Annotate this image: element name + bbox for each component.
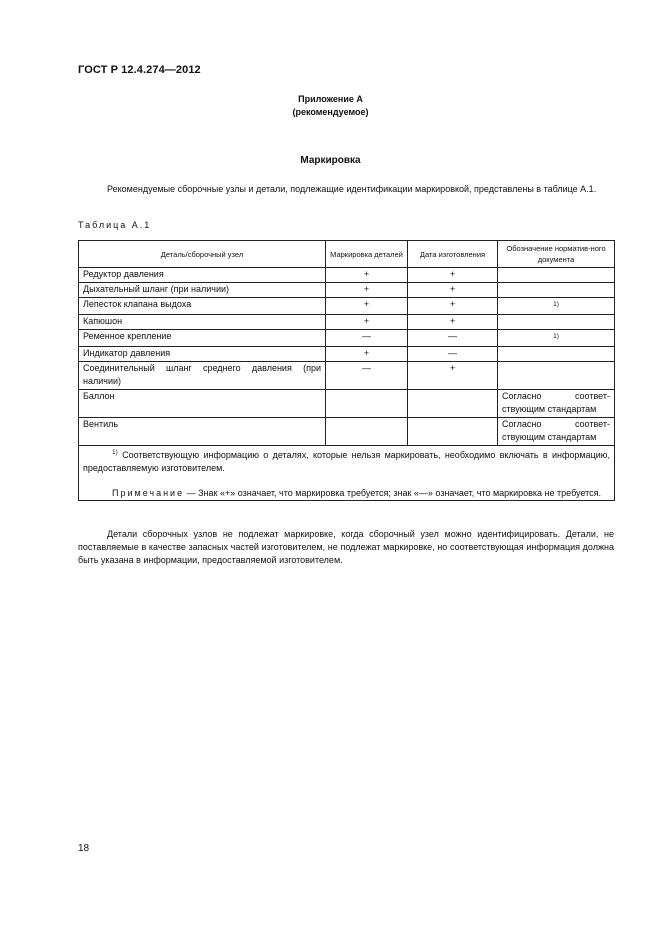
cell-part: Ременное крепление bbox=[79, 330, 326, 347]
cell-part: Соединительный шланг среднего давления (при наличии) bbox=[79, 362, 326, 390]
std-line1-a: Согласно bbox=[502, 419, 542, 429]
table-row bbox=[79, 330, 615, 347]
footnote-ref: 1) bbox=[553, 333, 559, 340]
table-row bbox=[79, 298, 615, 315]
cell-part: Капюшон bbox=[79, 315, 326, 330]
table-row bbox=[79, 418, 615, 446]
section-title: Маркировка bbox=[300, 155, 361, 166]
cell-designation bbox=[498, 283, 615, 298]
cell-marking: + bbox=[326, 298, 408, 315]
cell-part: Дыхательный шланг (при наличии) bbox=[79, 283, 326, 298]
cell-date: — bbox=[408, 330, 498, 347]
note-label: Примечание bbox=[112, 488, 185, 498]
cell-designation bbox=[498, 315, 615, 330]
document-header: ГОСТ Р 12.4.274—2012 bbox=[78, 64, 201, 76]
table-row bbox=[79, 390, 615, 418]
cell-date: + bbox=[408, 268, 498, 283]
table-footnote bbox=[83, 446, 610, 475]
footnote-mark: 1) bbox=[112, 449, 118, 456]
intro-paragraph: Рекомендуемые сборочные узлы и детали, подлежащие идентификации маркировкой, представлены в таблице А.1. bbox=[107, 184, 597, 194]
table-note bbox=[83, 487, 610, 500]
std-line1-b: соответ- bbox=[574, 391, 610, 401]
cell-part: Лепесток клапана выдоха bbox=[79, 298, 326, 315]
cell-designation bbox=[498, 298, 615, 315]
cell-marking bbox=[326, 390, 408, 418]
cell-date: + bbox=[408, 283, 498, 298]
header-designation: Обозначение норматив-ного документа bbox=[498, 241, 615, 268]
table-caption: Таблица А.1 bbox=[78, 220, 152, 230]
appendix-title: Приложение А bbox=[298, 94, 363, 104]
cell-designation bbox=[498, 347, 615, 362]
std-line2: ствующим стандартам bbox=[502, 432, 597, 442]
cell-date: + bbox=[408, 298, 498, 315]
cell-date bbox=[408, 390, 498, 418]
table-row bbox=[79, 315, 615, 330]
table-row bbox=[79, 347, 615, 362]
cell-designation bbox=[498, 268, 615, 283]
cell-date bbox=[408, 418, 498, 446]
header-part: Деталь/сборочный узел bbox=[79, 241, 326, 268]
appendix-status: (рекомендуемое) bbox=[292, 107, 369, 117]
cell-designation bbox=[498, 418, 615, 446]
table-row bbox=[79, 283, 615, 298]
cell-marking: + bbox=[326, 283, 408, 298]
std-line1-a: Согласно bbox=[502, 391, 542, 401]
std-line2: ствующим стандартам bbox=[502, 404, 597, 414]
table-header-row bbox=[79, 241, 615, 268]
table-notes-row bbox=[79, 446, 615, 501]
appendix-heading bbox=[0, 93, 661, 119]
marking-table bbox=[78, 240, 615, 501]
header-date: Дата изготовления bbox=[408, 241, 498, 268]
table-row bbox=[79, 362, 615, 390]
cell-marking: — bbox=[326, 362, 408, 390]
cell-designation bbox=[498, 330, 615, 347]
cell-marking bbox=[326, 418, 408, 446]
cell-marking: — bbox=[326, 330, 408, 347]
footnote-ref: 1) bbox=[553, 301, 559, 308]
cell-designation bbox=[498, 362, 615, 390]
header-marking: Маркировка деталей bbox=[326, 241, 408, 268]
cell-date: + bbox=[408, 315, 498, 330]
cell-part: Редуктор давления bbox=[79, 268, 326, 283]
cell-part: Вентиль bbox=[79, 418, 326, 446]
cell-marking: + bbox=[326, 347, 408, 362]
cell-designation bbox=[498, 390, 615, 418]
cell-date: + bbox=[408, 362, 498, 390]
cell-part: Индикатор давления bbox=[79, 347, 326, 362]
cell-part: Баллон bbox=[79, 390, 326, 418]
std-line1-b: соответ- bbox=[574, 419, 610, 429]
footnote-text: Соответствующую информацию о деталях, которые нельзя маркировать, необходимо включать в информацию, предоставляемую изготовителем. bbox=[83, 450, 610, 473]
closing-paragraph: Детали сборочных узлов не подлежат маркировке, когда сборочный узел можно идентифицировать. Детали, не поставляемые в качестве запасных частей изготовителем, не подлежат маркировке, но соответствующая информация должна быть указана в информации, предоставляемой изготовителем. bbox=[78, 529, 614, 565]
table-notes bbox=[79, 446, 615, 501]
cell-marking: + bbox=[326, 315, 408, 330]
table-row bbox=[79, 268, 615, 283]
cell-marking: + bbox=[326, 268, 408, 283]
note-text: — Знак «+» означает, что маркировка требуется; знак «—» означает, что маркировка не требуется. bbox=[186, 488, 602, 498]
page-number: 18 bbox=[78, 843, 90, 854]
cell-date: — bbox=[408, 347, 498, 362]
